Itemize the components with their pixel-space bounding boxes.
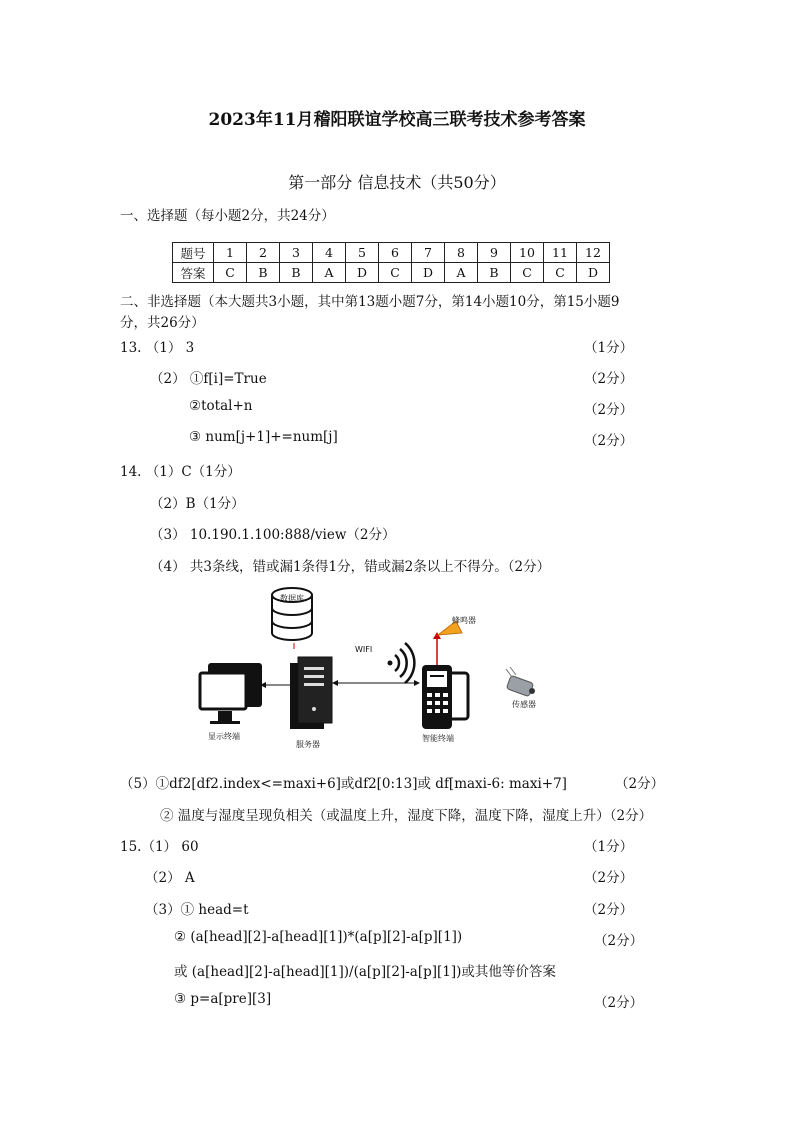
- diagram-label-sensor: 传感器: [512, 700, 536, 709]
- q13-score-1: （1分）: [584, 340, 634, 356]
- table-cell-number: 6: [379, 243, 412, 263]
- q14-answer-2: （2）B（1分）: [150, 496, 245, 512]
- section-1-heading: 一、选择题（每小题2分，共24分）: [120, 208, 335, 224]
- diagram-label-display: 显示终端: [208, 732, 240, 741]
- section-2-heading-cont: 分，共26分）: [120, 315, 205, 331]
- q15-score-6: （2分）: [594, 995, 644, 1011]
- table-cell-answer: B: [478, 263, 511, 283]
- table-row-label: 答案: [173, 263, 214, 283]
- table-cell-answer: C: [511, 263, 544, 283]
- answer-table: [172, 242, 610, 283]
- network-diagram: [190, 585, 570, 750]
- table-cell-number: 8: [445, 243, 478, 263]
- smart-terminal-icon: [422, 665, 468, 729]
- diagram-label-server: 服务器: [296, 740, 320, 749]
- q13-answer-1: 13. （1） 3: [120, 340, 195, 356]
- table-cell-number: 11: [544, 243, 577, 263]
- diagram-label-wifi: WIFI: [355, 645, 373, 654]
- table-cell-number: 3: [280, 243, 313, 263]
- q15-score-3: （2分）: [584, 902, 634, 918]
- table-cell-number: 7: [412, 243, 445, 263]
- table-cell-answer: B: [280, 263, 313, 283]
- wifi-icon: [388, 643, 415, 683]
- q15-answer-6: ③ p=a[pre][3]: [174, 991, 272, 1007]
- q14-answer-5: （5）①df2[df2.index<=maxi+6]或df2[0:13]或 df[maxi-6: maxi+7]: [120, 776, 567, 792]
- diagram-label-database: 数据库: [280, 594, 304, 603]
- table-cell-answer: C: [214, 263, 247, 283]
- diagram-label-smart-terminal: 智能终端: [422, 734, 454, 743]
- q15-answer-1: 15.（1） 60: [120, 839, 199, 855]
- section-2-heading: 二、非选择题（本大题共3小题，其中第13题小题7分，第14小题10分，第15小题9: [120, 294, 620, 310]
- table-row-label: 题号: [173, 243, 214, 263]
- part-heading: 第一部分 信息技术（共50分）: [288, 173, 506, 192]
- q13-answer-2: （2） ①f[i]=True: [150, 371, 267, 387]
- q13-answer-3: ②total+n: [189, 398, 253, 414]
- q13-score-2: （2分）: [584, 371, 634, 387]
- table-cell-answer: D: [346, 263, 379, 283]
- table-cell-number: 1: [214, 243, 247, 263]
- page-title: 2023年11月稽阳联谊学校高三联考技术参考答案: [208, 110, 586, 130]
- q14-answer-1: 14. （1）C（1分）: [120, 464, 241, 480]
- q13-score-4: （2分）: [584, 433, 634, 449]
- table-cell-number: 4: [313, 243, 346, 263]
- table-row-numbers: [173, 243, 610, 263]
- table-row-answers: [173, 263, 610, 283]
- server-icon: [290, 657, 332, 729]
- q15-score-1: （1分）: [584, 839, 634, 855]
- monitor-icon: [200, 663, 262, 724]
- table-cell-number: 5: [346, 243, 379, 263]
- table-cell-answer: D: [577, 263, 610, 283]
- table-cell-answer: B: [247, 263, 280, 283]
- sensor-icon: [506, 667, 535, 697]
- q15-answer-5: 或 (a[head][2]-a[head][1])/(a[p][2]-a[p][1])或其他等价答案: [174, 964, 556, 980]
- q15-answer-2: （2） A: [145, 870, 195, 886]
- q15-answer-3: （3）① head=t: [145, 902, 249, 918]
- table-cell-number: 9: [478, 243, 511, 263]
- q15-answer-4: ② (a[head][2]-a[head][1])*(a[p][2]-a[p][1]): [174, 929, 463, 945]
- q14-score-5: （2分）: [615, 776, 665, 792]
- table-cell-number: 2: [247, 243, 280, 263]
- table-cell-answer: C: [544, 263, 577, 283]
- q15-score-4: （2分）: [594, 933, 644, 949]
- q14-answer-3: （3） 10.190.1.100:888/view（2分）: [150, 527, 396, 543]
- q15-score-2: （2分）: [584, 870, 634, 886]
- q13-answer-4: ③ num[j+1]+=num[j]: [189, 429, 338, 445]
- table-cell-number: 12: [577, 243, 610, 263]
- table-cell-number: 10: [511, 243, 544, 263]
- table-cell-answer: D: [412, 263, 445, 283]
- q13-score-3: （2分）: [584, 402, 634, 418]
- table-cell-answer: C: [379, 263, 412, 283]
- table-cell-answer: A: [445, 263, 478, 283]
- table-cell-answer: A: [313, 263, 346, 283]
- diagram-label-buzzer: 蜂鸣器: [452, 616, 476, 625]
- q14-answer-6: ② 温度与湿度呈现负相关（或温度上升，湿度下降，温度下降，湿度上升）（2分）: [160, 808, 653, 824]
- q14-answer-4: （4） 共3条线，错或漏1条得1分，错或漏2条以上不得分。（2分）: [150, 559, 551, 575]
